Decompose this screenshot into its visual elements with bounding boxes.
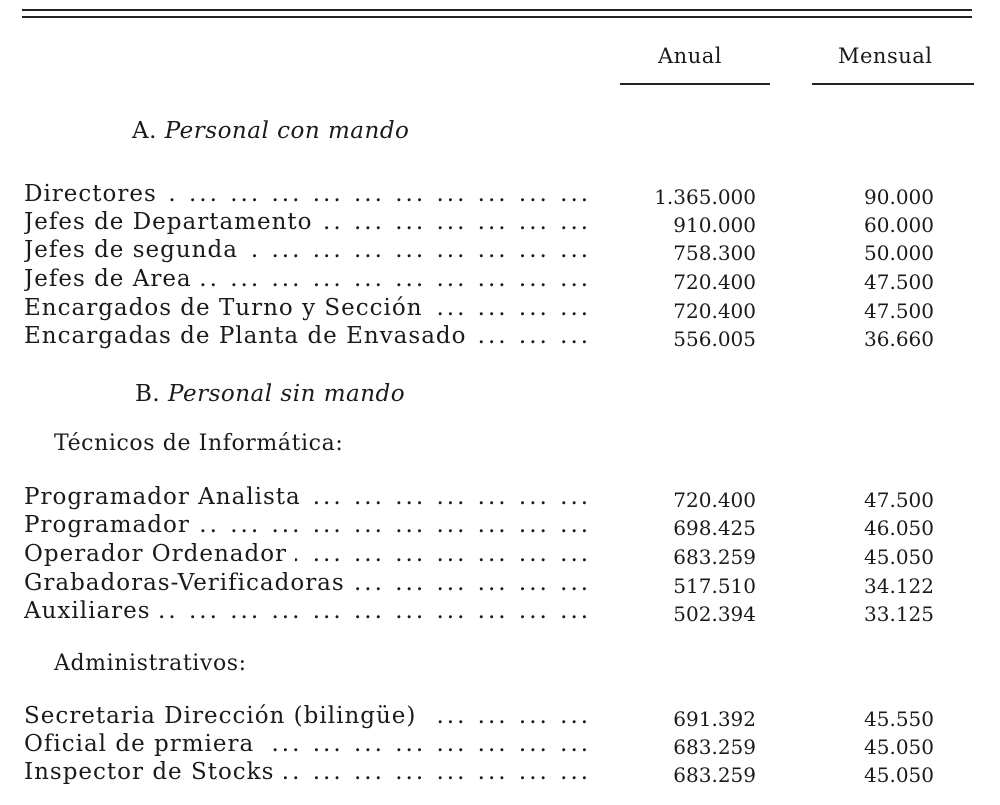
row-mensual: 45.050 [864, 735, 934, 759]
table-row [24, 540, 964, 569]
column-header-anual: Anual [658, 44, 722, 68]
row-anual: 698.425 [673, 516, 756, 540]
row-label: Jefes de segunda [24, 237, 246, 263]
section-b-title: Personal sin mando [168, 381, 406, 407]
row-anual: 1.365.000 [654, 185, 756, 209]
row-anual: 720.400 [673, 488, 756, 512]
row-anual: 910.000 [673, 213, 756, 237]
row-label: Programador Analista [24, 484, 309, 510]
table-row [24, 569, 964, 598]
table-row [24, 511, 964, 540]
row-label: Programador [24, 512, 198, 538]
table-row [24, 236, 964, 265]
row-mensual: 47.500 [864, 270, 934, 294]
section-a-letter: A. [132, 118, 157, 144]
table-row [24, 265, 964, 294]
column-underline-anual [620, 83, 770, 85]
table-row [24, 597, 964, 626]
row-anual: 758.300 [673, 241, 756, 265]
table-row [24, 180, 964, 209]
row-mensual: 47.500 [864, 488, 934, 512]
row-label: Directores [24, 181, 165, 207]
row-mensual: 60.000 [864, 213, 934, 237]
table-row [24, 730, 964, 759]
section-b-heading [135, 381, 405, 407]
row-anual: 683.259 [673, 763, 756, 787]
top-rule [22, 9, 972, 11]
subsection-administrativos-heading: Administrativos: [54, 651, 247, 676]
row-label: Operador Ordenador [24, 541, 295, 567]
section-a-title: Personal con mando [164, 118, 410, 144]
row-label: Grabadoras-Verificadoras [24, 570, 353, 596]
row-label: Auxiliares [24, 598, 159, 624]
row-anual: 502.394 [673, 602, 756, 626]
row-anual: 683.259 [673, 545, 756, 569]
row-mensual: 45.050 [864, 545, 934, 569]
row-mensual: 36.660 [864, 327, 934, 351]
row-mensual: 45.550 [864, 707, 934, 731]
row-label: Inspector de Stocks [24, 759, 282, 785]
row-anual: 691.392 [673, 707, 756, 731]
table-row [24, 294, 964, 323]
table-row [24, 208, 964, 237]
row-label: Encargados de Turno y Sección [24, 295, 431, 321]
row-label: Oficial de prmiera [24, 731, 262, 757]
row-mensual: 47.500 [864, 299, 934, 323]
row-label: Jefes de Area [24, 266, 200, 292]
row-label: Jefes de Departamento [24, 209, 320, 235]
row-mensual: 33.125 [864, 602, 934, 626]
row-anual: 720.400 [673, 299, 756, 323]
section-a-heading [132, 118, 409, 144]
row-anual: 720.400 [673, 270, 756, 294]
row-label: Encargadas de Planta de Envasado [24, 323, 475, 349]
row-anual: 683.259 [673, 735, 756, 759]
section-b-letter: B. [135, 381, 161, 407]
row-label: Secretaria Dirección (bilingüe) [24, 703, 424, 729]
table-row [24, 483, 964, 512]
column-underline-mensual [812, 83, 974, 85]
table-row [24, 322, 964, 351]
row-mensual: 45.050 [864, 763, 934, 787]
row-anual: 556.005 [673, 327, 756, 351]
top-rule-secondary [22, 16, 972, 18]
column-header-mensual: Mensual [838, 44, 933, 68]
row-mensual: 34.122 [864, 574, 934, 598]
row-mensual: 46.050 [864, 516, 934, 540]
row-mensual: 90.000 [864, 185, 934, 209]
row-anual: 517.510 [673, 574, 756, 598]
table-row [24, 758, 964, 787]
table-row [24, 702, 964, 731]
subsection-informatica-heading: Técnicos de Informática: [54, 431, 344, 456]
row-mensual: 50.000 [864, 241, 934, 265]
